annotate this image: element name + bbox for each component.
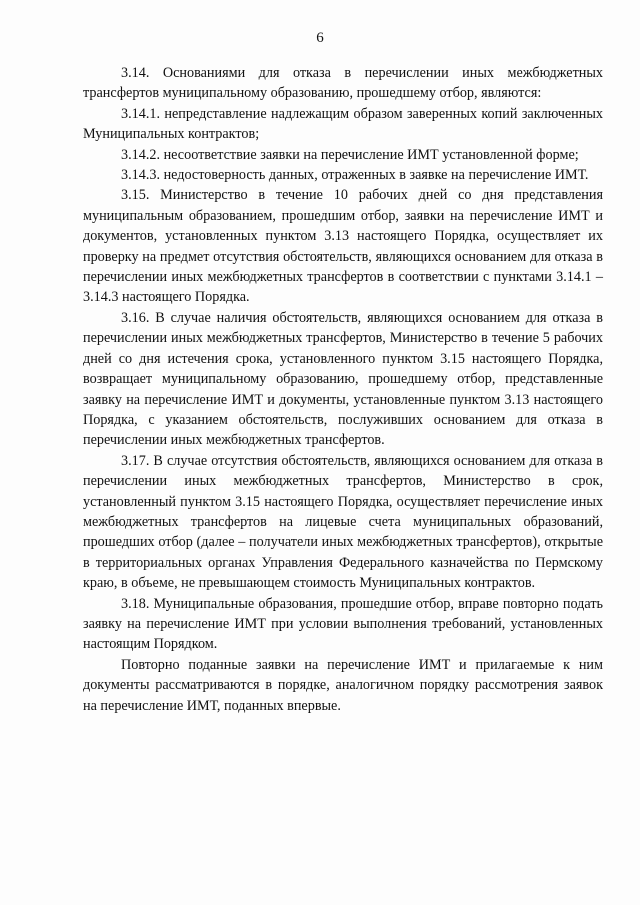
paragraph-3-14-1: 3.14.1. непредставление надлежащим образом заверенных копий заключенных Муниципальных контрактов; (83, 105, 603, 143)
paragraph-3-15: 3.15. Министерство в течение 10 рабочих дней со дня представления муниципальным образованием, прошедшим отбор, заявки на перечисление ИМТ и документов, установленных пунктом 3.13 настоящего Порядка, осуществляет их проверку на предмет отсутствия обстоятельств, являющихся основанием для отказа в перечислении иных межбюджетных трансфертов в соответствии с пунктами 3.14.1 – 3.14.3 настоящего Порядка. (83, 187, 603, 306)
paragraph-3-16: 3.16. В случае наличия обстоятельств, являющихся основанием для отказа в перечислении иных межбюджетных трансфертов, Министерство в течение 5 рабочих дней со дня истечения срока, установленного пунктом 3.15 настоящего Порядка, возвращает муниципальному образованию, прошедшему отбор, представленные заявку на перечисление ИМТ и документы, установленные пунктом 3.13 настоящего Порядка, с указанием обстоятельств, послуживших основанием для отказа в перечислении иных межбюджетных трансфертов. (83, 309, 603, 449)
page-number: 6 (316, 30, 324, 46)
paragraph-3-18: 3.18. Муниципальные образования, прошедшие отбор, вправе повторно подать заявку на перечисление ИМТ при условии выполнения требований, установленных настоящим Порядком. (83, 595, 603, 653)
paragraph-3-14-2: 3.14.2. несоответствие заявки на перечисление ИМТ установленной форме; (121, 146, 579, 163)
paragraph-3-17: 3.17. В случае отсутствия обстоятельств, являющихся основанием для отказа в перечислении иных межбюджетных трансфертов, Министерство в срок, установленный пунктом 3.15 настоящего Порядка, осуществляет перечисление иных межбюджетных трансфертов на лицевые счета муниципальных образований, прошедших отбор (далее – получатели иных межбюджетных трансфертов), открытые в территориальных органах Управления Федерального казначейства по Пермскому краю, в объеме, не превышающем стоимость Муниципальных контрактов. (83, 452, 603, 592)
paragraph-3-14: 3.14. Основаниями для отказа в перечислении иных межбюджетных трансфертов муниципальному образованию, прошедшему отбор, являются: (83, 65, 603, 102)
document-body (83, 63, 603, 716)
paragraph-3-14-3: 3.14.3. недостоверность данных, отраженных в заявке на перечисление ИМТ. (121, 167, 589, 184)
paragraph-resubmission: Повторно поданные заявки на перечисление ИМТ и прилагаемые к ним документы рассматриваются в порядке, аналогичном порядку рассмотрения заявок на перечисление ИМТ, поданных впервые. (83, 656, 603, 714)
